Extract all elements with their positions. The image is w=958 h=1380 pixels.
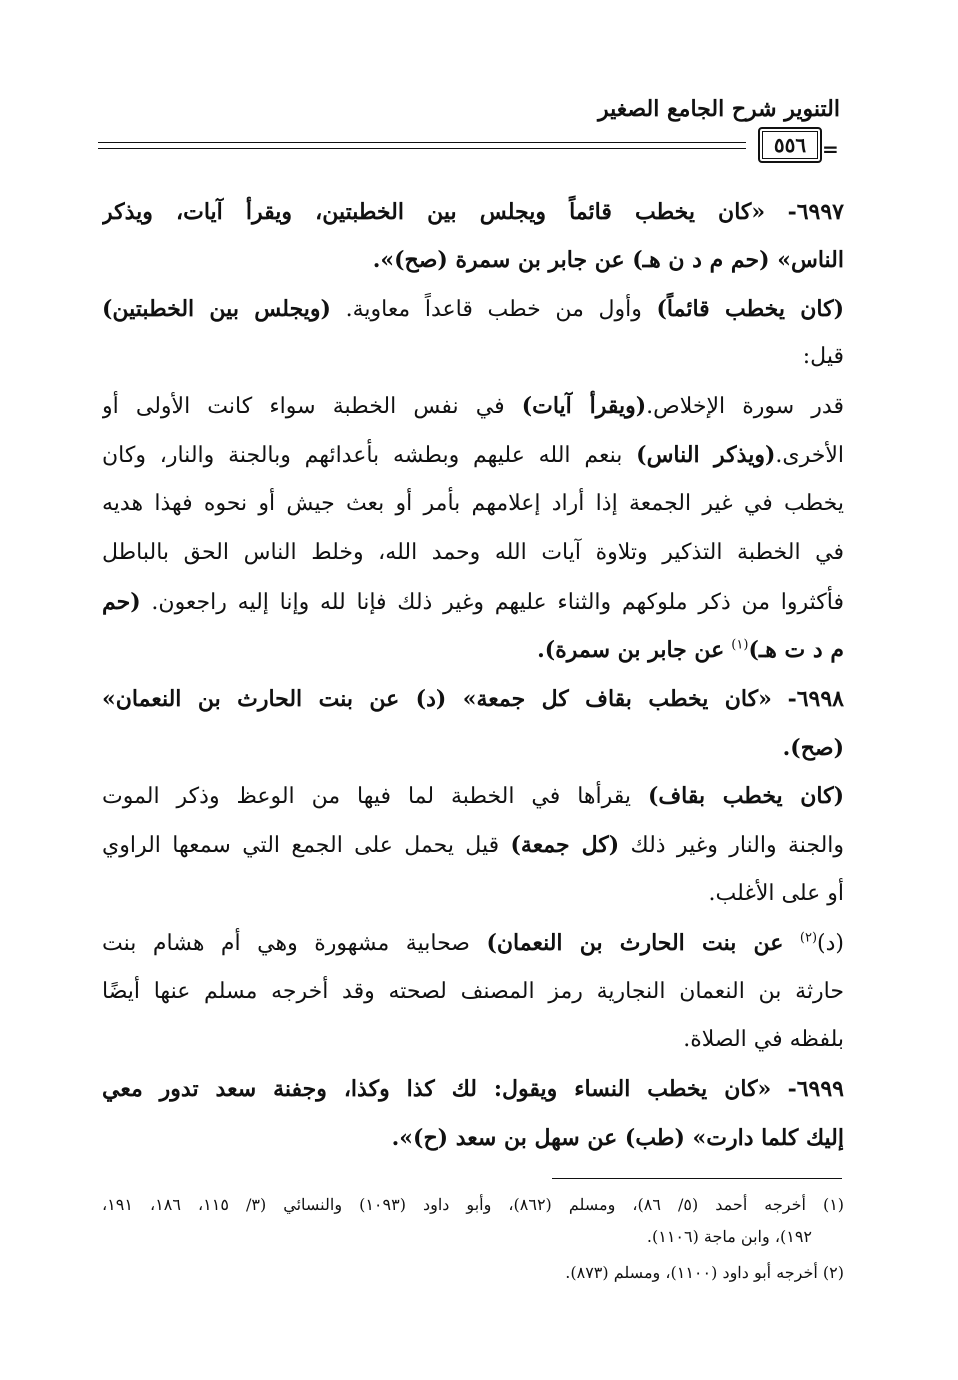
hadith-text: «كان يخطب قائماً ويجلس بين الخطبتين، ويقرأ آيات، ويذكر [102,199,766,225]
footnote-separator [552,1178,842,1179]
hadith-6998-line [102,679,844,719]
narrator: عن بنت الحارث بن النعمان) [486,930,784,956]
footnote-1: (١) أخرجه أحمد (٥/ ٨٦)، ومسلم (٨٦٢)، وأبو داود (١٠٩٣) والنسائي (٣/ ١١٥، ١٨٦، ١٩١، [102,1195,844,1214]
hadith-6999-line [102,1118,844,1158]
commentary-line [102,386,844,426]
commentary-text: صحابية مشهورة وهي أم هشام بنت [102,931,470,956]
commentary-text: قيل يحمل على الجمع التي سمعها الراوي [102,833,500,858]
commentary-text: وأول من خطب قاعداً معاوية. [345,297,642,322]
hadith-text: إليك كلما دارت» (طب) عن سهل بن سعد (ح)». [391,1125,844,1151]
commentary-line [102,289,844,329]
hadith-number: ٦٩٩٨- [787,686,844,712]
commentary-text: بلفظه في الصلاة. [683,1027,844,1052]
commentary-text: حارثة بن النعمان النجارية رمز المصنف لصحته وقد أخرجه مسلم عنها أيضًا [102,979,844,1004]
commentary-text: في الخطبة التذكير وتلاوة آيات الله وحمد الله، وخلط الناس الحق بالباطل [102,540,844,565]
footnote-ref: (٢) [799,930,818,946]
commentary-text: الأخرى. [775,443,844,468]
commentary-line [102,923,844,963]
commentary-line [102,484,844,524]
quoted-phrase: (ويجلس بين الخطبتين) [102,296,331,322]
header-rule [98,142,746,143]
commentary-text: فأكثروا من ذكر ملوكهم والثناء عليهم وغير ذلك فإنا لله وإنا إليه راجعون. [151,590,844,615]
hadith-text: «كان يخطب النساء ويقول: لك كذا وكذا، وجفنة سعد تدور معي [102,1076,772,1102]
hadith-text: الناس» (حم م د ن هـ) عن جابر بن سمرة (صح)». [372,247,844,273]
footnote-2: (٢) أخرجه أبو داود (١١٠٠)، ومسلم (٨٧٣). [565,1263,844,1282]
commentary-text: يقرأها في الخطبة لما فيها من الوعظ وذكر الموت [102,784,632,809]
commentary-line [102,630,844,670]
commentary-text: والجنة والنار وغير ذلك [630,833,844,858]
quoted-phrase: (حم [102,589,141,615]
footnote-ref: (١) [731,637,749,653]
hadith-6999-line [102,1069,844,1109]
page-number-ornament: = [822,137,839,161]
commentary-line [102,972,844,1012]
hadith-number: ٦٩٩٩- [787,1076,844,1102]
commentary-text: قيل: [802,344,844,369]
commentary-line [102,435,844,475]
narrator: عن جابر بن سمرة). [537,637,725,663]
commentary-line [102,1020,844,1060]
quoted-phrase: (كان يخطب قائماً) [656,296,844,322]
source-abbrev: (د) [817,931,844,956]
hadith-6997-line [102,240,844,280]
commentary-text: أو على الأغلب. [708,881,844,906]
commentary-line [102,776,844,816]
hadith-6998-line [102,728,844,768]
commentary-text: في نفس الخطبة سواء كانت الأولى أو [102,394,505,419]
commentary-text: يخطب في غير الجمعة إذا أراد إعلامهم بأمر أو بعث جيش أو نحوه فهذا هديه [102,491,844,516]
commentary-line [102,874,844,914]
source-abbrev: م د ت هـ) [748,637,844,663]
hadith-number: ٦٩٩٧- [787,199,844,225]
commentary-line [102,337,844,377]
page-number: ٥٥٦ [758,127,822,163]
footnote-1-continuation: ١٩٢)، وابن ماجة (١١٠٦). [646,1227,812,1246]
commentary-text: بنعم الله عليهم وبطشه بأعدائهم وبالجنة والنار، وكان [102,443,623,468]
hadith-text: (صح). [782,735,844,761]
commentary-line [102,582,844,622]
commentary-line [102,825,844,865]
commentary-line [102,533,844,573]
commentary-text: قدر سورة الإخلاص. [646,394,844,419]
hadith-6997-line [102,192,844,232]
quoted-phrase: (كل جمعة) [510,832,620,858]
quoted-phrase: (كان يخطب بقاف) [647,783,844,809]
hadith-text: «كان يخطب بقاف كل جمعة» (د) عن بنت الحارث بن النعمان» [102,686,772,712]
header-rule [98,148,746,149]
quoted-phrase: (ويذكر الناس) [636,442,776,468]
quoted-phrase: (ويقرأ آيات) [521,393,647,419]
running-title: التنوير شرح الجامع الصغير [598,96,840,122]
